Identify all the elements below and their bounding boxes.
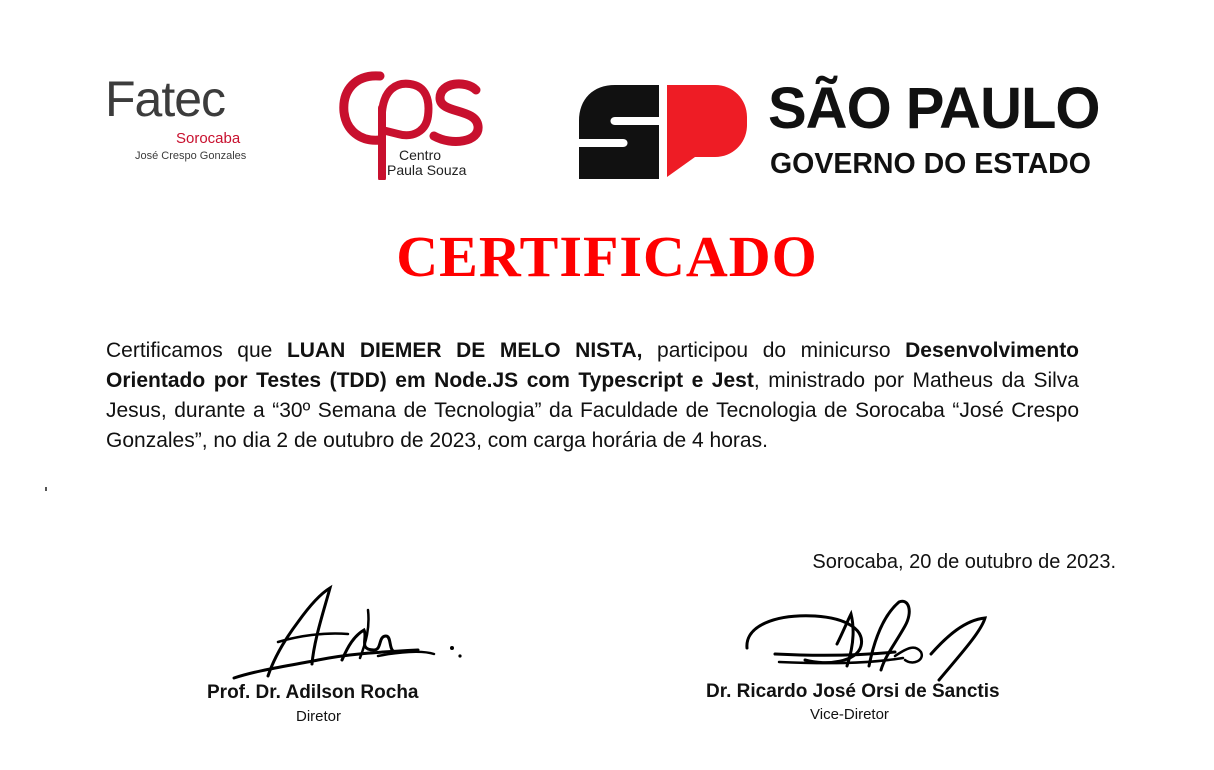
certificate-body [106,336,1079,456]
vice-director-name: Dr. Ricardo José Orsi de Sanctis [706,681,1000,702]
vice-director-signature [735,596,1000,690]
director-name: Prof. Dr. Adilson Rocha [207,682,419,703]
sp-logo-title: SÃO PAULO [768,76,1100,141]
participant-name: LUAN DIEMER DE MELO NISTA, [286,339,643,362]
body-details: , ministrado por Matheus da Silva Jesus, durante a “30º Semana de Tecnologia” da Faculdade de Tecnologia de Sorocaba “José Crespo Gonzales”, no dia 2 de outubro de 2023, com carga horária de 4 horas. [106,369,1079,452]
fatec-logo-subtitle: José Crespo Gonzales [135,150,247,162]
sp-logo-subtitle: GOVERNO DO ESTADO [770,148,1091,180]
fatec-logo-city: Sorocaba [176,130,241,147]
director-signature [228,580,473,684]
course-name: Desenvolvimento Orientado por Testes (TDD) em Node.JS com Typescript e Jest [106,339,1080,392]
fatec-logo-name: Fatec [105,71,226,127]
body-middle: participou do minicurso [642,339,906,362]
certificate-title: CERTIFICADO [396,224,818,289]
stray-mark [45,487,47,491]
sp-logo-mark [575,85,747,179]
director-role: Diretor [296,708,342,725]
cps-logo-line2: Paula Souza [387,162,467,178]
vice-director-role: Vice-Diretor [810,706,889,723]
cps-logo-line1: Centro [399,147,442,163]
issue-date: Sorocaba, 20 de outubro de 2023. [812,551,1116,573]
body-intro: Certificamos que [106,339,287,362]
